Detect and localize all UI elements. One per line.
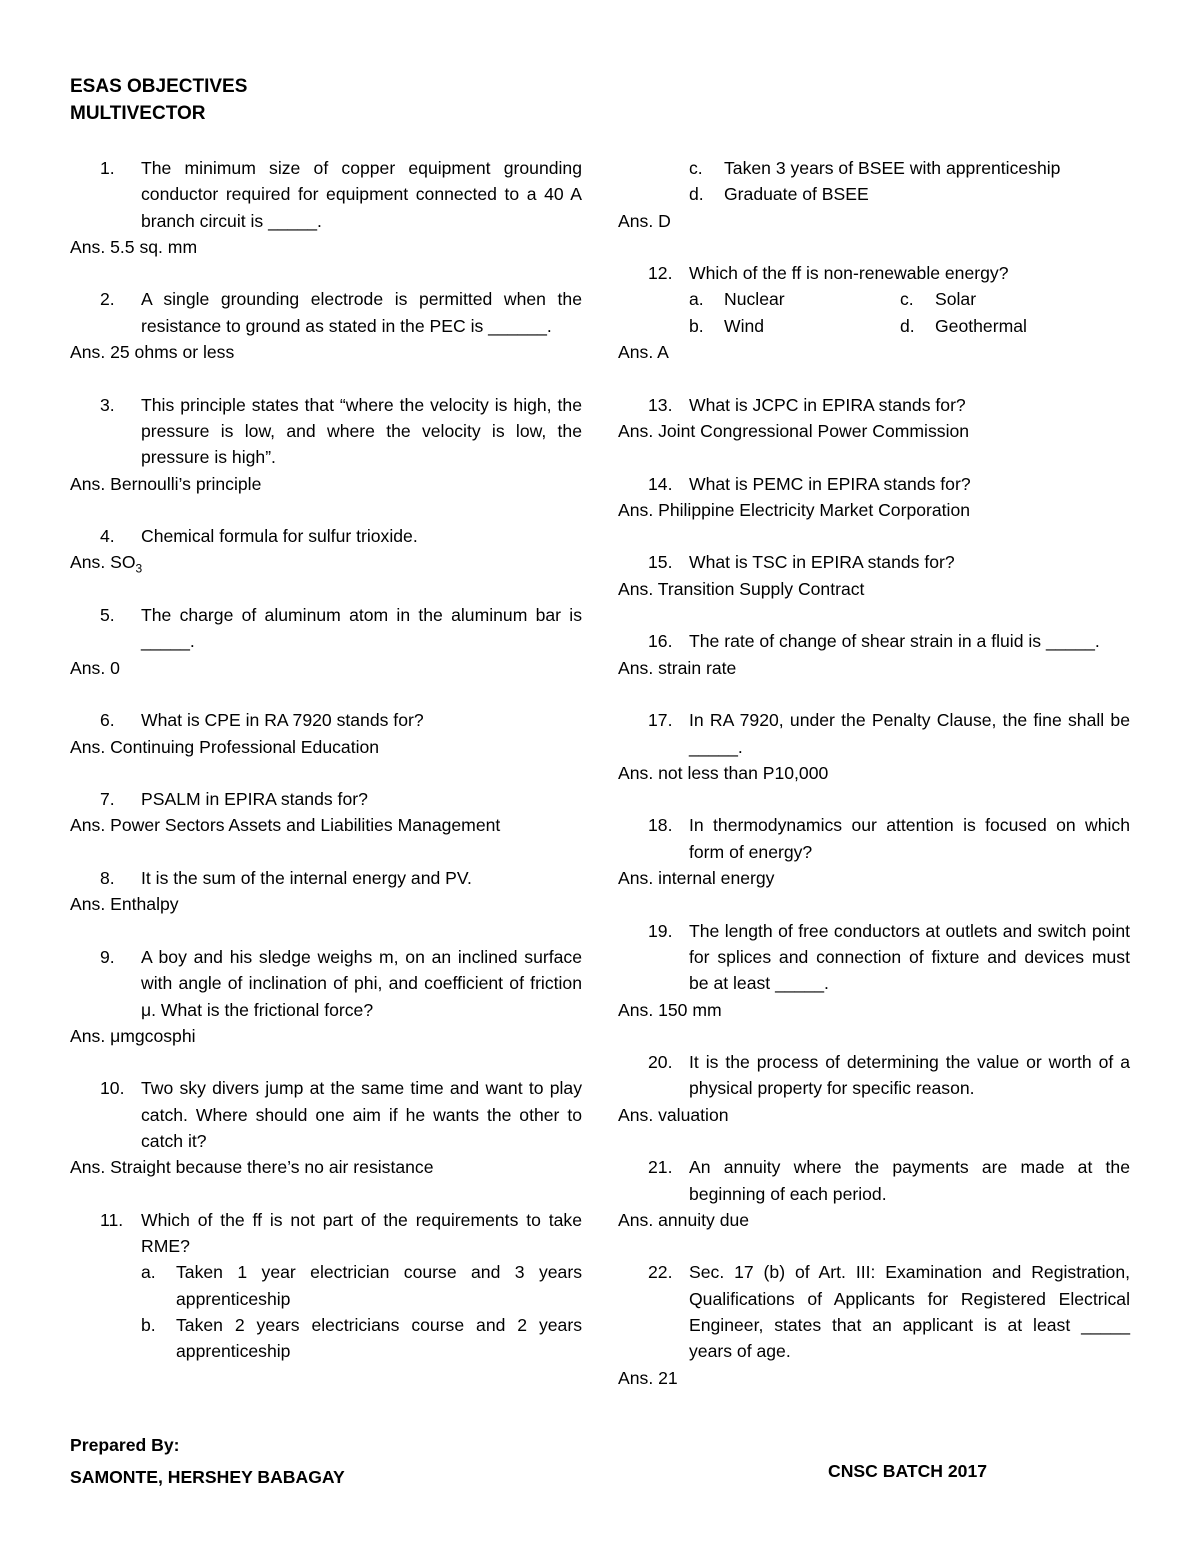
question-text: Which of the ff is not part of the requirements to take RME? <box>141 1209 582 1257</box>
question-number: 5. <box>100 605 115 626</box>
question-number: 9. <box>100 946 115 967</box>
question-number: 21. <box>648 1157 673 1178</box>
option-text: Geothermal <box>935 315 1027 336</box>
question-6 <box>70 707 582 733</box>
question-13 <box>618 392 1130 418</box>
question-text: What is JCPC in EPIRA stands for? <box>689 394 966 415</box>
question-18 <box>618 812 1130 865</box>
question-2 <box>70 286 582 339</box>
footer-prepared <box>70 1432 345 1490</box>
answer-4 <box>70 549 582 575</box>
batch-label: CNSC BATCH 2017 <box>828 1461 988 1481</box>
answer-13: Ans. Joint Congressional Power Commission <box>618 420 970 441</box>
answer-21: Ans. annuity due <box>618 1209 750 1230</box>
doc-title: ESAS OBJECTIVES <box>70 76 248 97</box>
question-text: The rate of change of shear strain in a fluid is _____. <box>689 631 1100 652</box>
question-number: 12. <box>648 263 673 284</box>
question-21 <box>618 1154 1130 1207</box>
question-text: What is CPE in RA 7920 stands for? <box>141 710 424 731</box>
question-text: This principle states that “where the velocity is high, the pressure is low, and where the velocity is low, the pressure is high”. <box>141 394 582 468</box>
question-9 <box>70 944 582 1023</box>
answer-15: Ans. Transition Supply Contract <box>618 578 865 599</box>
question-text: Chemical formula for sulfur trioxide. <box>141 526 418 547</box>
option-letter: d. <box>689 184 704 205</box>
question-text: PSALM in EPIRA stands for? <box>141 789 368 810</box>
question-number: 20. <box>648 1052 673 1073</box>
question-number: 13. <box>648 394 673 415</box>
question-number: 17. <box>648 710 673 731</box>
answer-17: Ans. not less than P10,000 <box>618 762 829 783</box>
question-16 <box>618 628 1130 654</box>
question-text: The minimum size of copper equipment grounding conductor required for equipment connected to a 40 A branch circuit is _____. <box>141 158 582 231</box>
question-number: 2. <box>100 289 115 310</box>
question-text: In RA 7920, under the Penalty Clause, the fine shall be _____. <box>689 710 1130 757</box>
options-row <box>618 286 1130 312</box>
question-5 <box>70 602 582 655</box>
option-a <box>70 1259 582 1312</box>
option-letter: c. <box>900 289 914 310</box>
question-text: It is the process of determining the value or worth of a physical property for specific reason. <box>689 1052 1130 1099</box>
question-number: 3. <box>100 394 115 415</box>
question-17 <box>618 707 1130 760</box>
option-text: Wind <box>724 315 765 336</box>
answer-6: Ans. Continuing Professional Education <box>70 736 380 757</box>
question-number: 18. <box>648 815 673 836</box>
answer-18: Ans. internal energy <box>618 868 775 889</box>
question-text: Sec. 17 (b) of Art. III: Examination and Registration, Qualifications of Applicants for Registered Electrical Engineer, states that an applicant is at least _____ years of age. <box>689 1262 1130 1362</box>
question-number: 14. <box>648 473 673 494</box>
option-letter: c. <box>689 158 703 178</box>
option-letter: a. <box>689 289 704 310</box>
answer-1: Ans. 5.5 sq. mm <box>70 236 198 257</box>
question-text: Which of the ff is non-renewable energy? <box>689 263 1009 284</box>
right-column <box>618 155 1130 1391</box>
question-number: 16. <box>648 631 673 652</box>
question-text: An annuity where the payments are made at the beginning of each period. <box>689 1157 1130 1204</box>
question-10 <box>70 1075 582 1154</box>
question-19 <box>618 918 1130 997</box>
answer-2: Ans. 25 ohms or less <box>70 342 235 363</box>
question-text: What is PEMC in EPIRA stands for? <box>689 473 971 494</box>
question-text: A boy and his sledge weighs m, on an inclined surface with angle of inclination of phi, and coefficient of friction μ. What is the frictional force? <box>141 946 582 1020</box>
question-text: What is TSC in EPIRA stands for? <box>689 552 955 573</box>
answer-10: Ans. Straight because there’s no air resistance <box>70 1157 434 1178</box>
option-c <box>618 155 1130 181</box>
question-number: 10. <box>100 1078 125 1099</box>
option-text: Solar <box>935 289 977 310</box>
question-1 <box>70 155 582 234</box>
doc-subtitle: MULTIVECTOR <box>70 103 206 124</box>
answer-20: Ans. valuation <box>618 1104 729 1125</box>
answer-11: Ans. D <box>618 210 671 231</box>
question-number: 11. <box>100 1209 124 1230</box>
option-text: Taken 3 years of BSEE with apprenticeship <box>724 158 1061 178</box>
question-text: In thermodynamics our attention is focused on which form of energy? <box>689 815 1130 862</box>
prepared-label: Prepared By: <box>70 1435 180 1455</box>
option-d <box>618 181 1130 207</box>
question-text: It is the sum of the internal energy and PV. <box>141 868 472 889</box>
question-text: The charge of aluminum atom in the aluminum bar is _____. <box>141 605 582 652</box>
answer-19: Ans. 150 mm <box>618 999 722 1020</box>
option-letter: d. <box>900 315 915 336</box>
question-text: Two sky divers jump at the same time and want to play catch. Where should one aim if he wants the other to catch it? <box>141 1078 582 1151</box>
answer-22: Ans. 21 <box>618 1367 678 1388</box>
question-14 <box>618 471 1130 497</box>
question-22 <box>618 1259 1130 1364</box>
answer-8: Ans. Enthalpy <box>70 894 179 915</box>
answer-12: Ans. A <box>618 342 669 363</box>
question-11 <box>70 1207 582 1260</box>
question-12 <box>618 260 1130 286</box>
answer-16: Ans. strain rate <box>618 657 737 678</box>
answer-14: Ans. Philippine Electricity Market Corporation <box>618 499 971 520</box>
question-number: 4. <box>100 526 115 547</box>
answer-9: Ans. μmgcosphi <box>70 1025 196 1046</box>
question-number: 22. <box>648 1262 673 1283</box>
question-number: 7. <box>100 789 115 810</box>
option-text: Taken 2 years electricians course and 2 years apprenticeship <box>176 1315 582 1362</box>
question-text: A single grounding electrode is permitted when the resistance to ground as stated in the PEC is ______. <box>141 289 582 336</box>
answer-7: Ans. Power Sectors Assets and Liabilities Management <box>70 815 501 836</box>
question-number: 19. <box>648 920 673 941</box>
question-20 <box>618 1049 1130 1102</box>
option-letter: b. <box>141 1315 156 1336</box>
question-text: The length of free conductors at outlets and switch point for splices and connection of fixture and devices must be at least _____. <box>689 920 1130 994</box>
option-b <box>70 1312 582 1365</box>
question-15 <box>618 549 1130 575</box>
question-number: 15. <box>648 552 673 573</box>
options-row <box>618 313 1130 339</box>
answer-text: Ans. SO <box>70 552 136 573</box>
answer-3: Ans. Bernoulli’s principle <box>70 473 262 494</box>
option-text: Nuclear <box>724 289 785 310</box>
question-number: 1. <box>100 158 115 178</box>
question-number: 6. <box>100 710 115 731</box>
question-4 <box>70 523 582 549</box>
option-text: Taken 1 year electrician course and 3 years apprenticeship <box>176 1262 582 1309</box>
author-name: SAMONTE, HERSHEY BABAGAY <box>70 1467 345 1487</box>
question-8 <box>70 865 582 891</box>
question-7 <box>70 786 582 812</box>
left-column <box>70 155 582 1365</box>
option-letter: a. <box>141 1262 156 1283</box>
option-letter: b. <box>689 315 704 336</box>
question-3 <box>70 392 582 471</box>
subscript: 3 <box>135 561 143 576</box>
document-header <box>70 73 247 127</box>
answer-5: Ans. 0 <box>70 657 120 678</box>
question-number: 8. <box>100 868 115 889</box>
option-text: Graduate of BSEE <box>724 184 869 205</box>
